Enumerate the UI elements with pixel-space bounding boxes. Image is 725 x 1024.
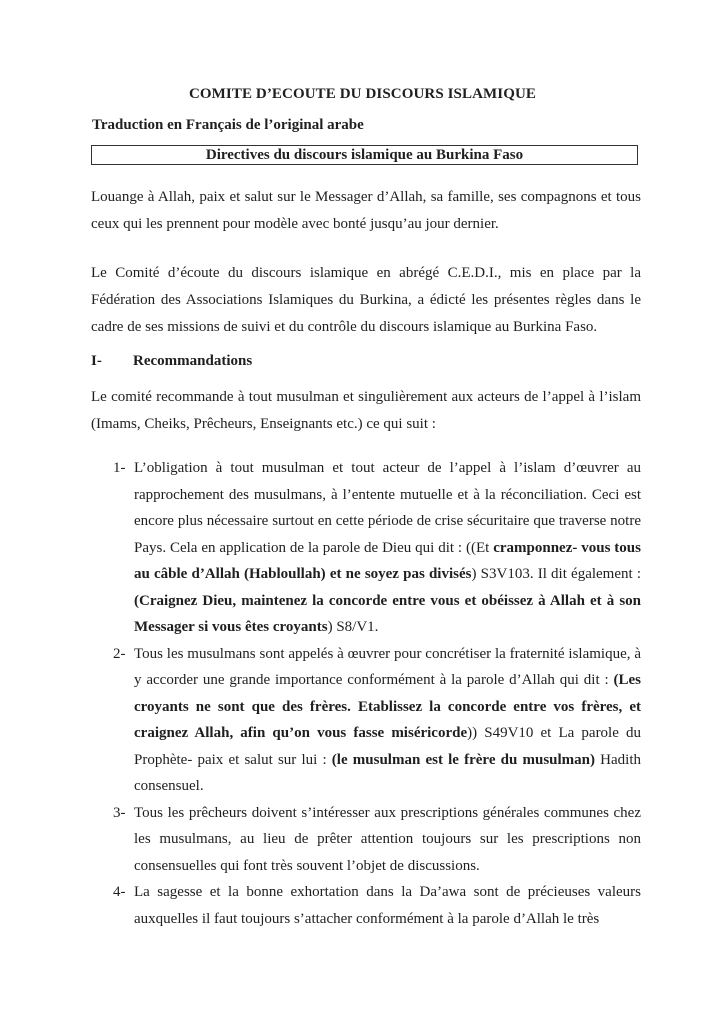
section-number: I- [91, 353, 102, 369]
section-heading [91, 353, 252, 370]
recommendation-intro: Le comité recommande à tout musulman et singulièrement aux acteurs de l’appel à l’islam (Imams, Cheiks, Prêcheurs, Enseignants etc.) ce qui suit : [91, 389, 641, 432]
item-quote: (Les croyants ne sont que des frères. Etablissez la concorde entre vos frères, et craignez Allah, afin qu’on vous fasse miséricorde [134, 672, 641, 741]
committee-paragraph: Le Comité d’écoute du discours islamique en abrégé C.E.D.I., mis en place par la Fédération des Associations Islamiques du Burkina, a édicté les présentes règles dans le cadre de ses missions de suivi et du contrôle du discours islamique au Burkina Faso. [91, 265, 641, 335]
list-marker: 2- [113, 645, 126, 662]
item-quote: cramponnez- vous tous au câble d’Allah (Habloullah) et ne soyez pas divisés [134, 539, 641, 582]
item-text: Tous les musulmans sont appelés à œuvrer pour concrétiser la fraternité islamique, à y accorder une grande importance conformément à la parole d’Allah qui dit : [134, 645, 641, 688]
list-item [91, 641, 641, 800]
list-marker: 3- [113, 804, 126, 821]
document-title: COMITE D’ECOUTE DU DISCOURS ISLAMIQUE [188, 86, 537, 102]
item-text: La sagesse et la bonne exhortation dans la Da’awa sont de précieuses valeurs auxquelles il faut toujours s’attacher conformément à la parole d’Allah le très [134, 884, 641, 927]
list-item-text [134, 879, 641, 932]
item-text: ) S8/V1. [327, 619, 379, 635]
item-text: Tous les prêcheurs doivent s’intéresser aux prescriptions générales communes chez les musulmans, au lieu de prêter attention toujours sur les prescriptions non consensuelles qui font très souvent l’objet de discussions. [134, 804, 641, 874]
boxed-heading: Directives du discours islamique au Burkina Faso [91, 145, 638, 165]
section-title: Recommandations [133, 353, 253, 369]
list-item [91, 455, 641, 641]
intro-paragraph: Louange à Allah, paix et salut sur le Messager d’Allah, sa famille, ses compagnons et tous ceux qui les prennent pour modèle avec bonté jusqu’au jour dernier. [91, 189, 641, 232]
list-marker: 4- [113, 884, 126, 900]
list-item-text [134, 641, 641, 800]
list-marker: 1- [113, 460, 126, 476]
item-text: Hadith consensuel. [134, 751, 642, 794]
list-item-text [134, 455, 641, 641]
item-quote: (le musulman est le frère du musulman) [331, 751, 596, 768]
item-text: L’obligation à tout musulman et tout acteur de l’appel à l’islam d’œuvrer au rapprochement des musulmans, à l’entente mutuelle et à la réconciliation. Ceci est encore plus nécessaire surtout en cette période de crise sécuritaire que traverse notre Pays. Cela en application de la parole de Dieu qui dit : ((Et [134, 460, 641, 556]
item-quote: (Craignez Dieu, maintenez la concorde entre vous et obéissez à Allah et à son Messager si vous êtes croyants [134, 592, 641, 635]
list-item [91, 800, 641, 880]
item-text: ) S3V103. Il dit également : [471, 566, 642, 582]
list-item-text [134, 800, 641, 880]
recommendation-list [91, 455, 641, 932]
document-subtitle: Traduction en Français de l’original arabe [92, 117, 364, 133]
list-item [91, 879, 641, 932]
item-text: )) S49V10 et La parole du Prophète- paix et salut sur lui : [134, 725, 642, 768]
